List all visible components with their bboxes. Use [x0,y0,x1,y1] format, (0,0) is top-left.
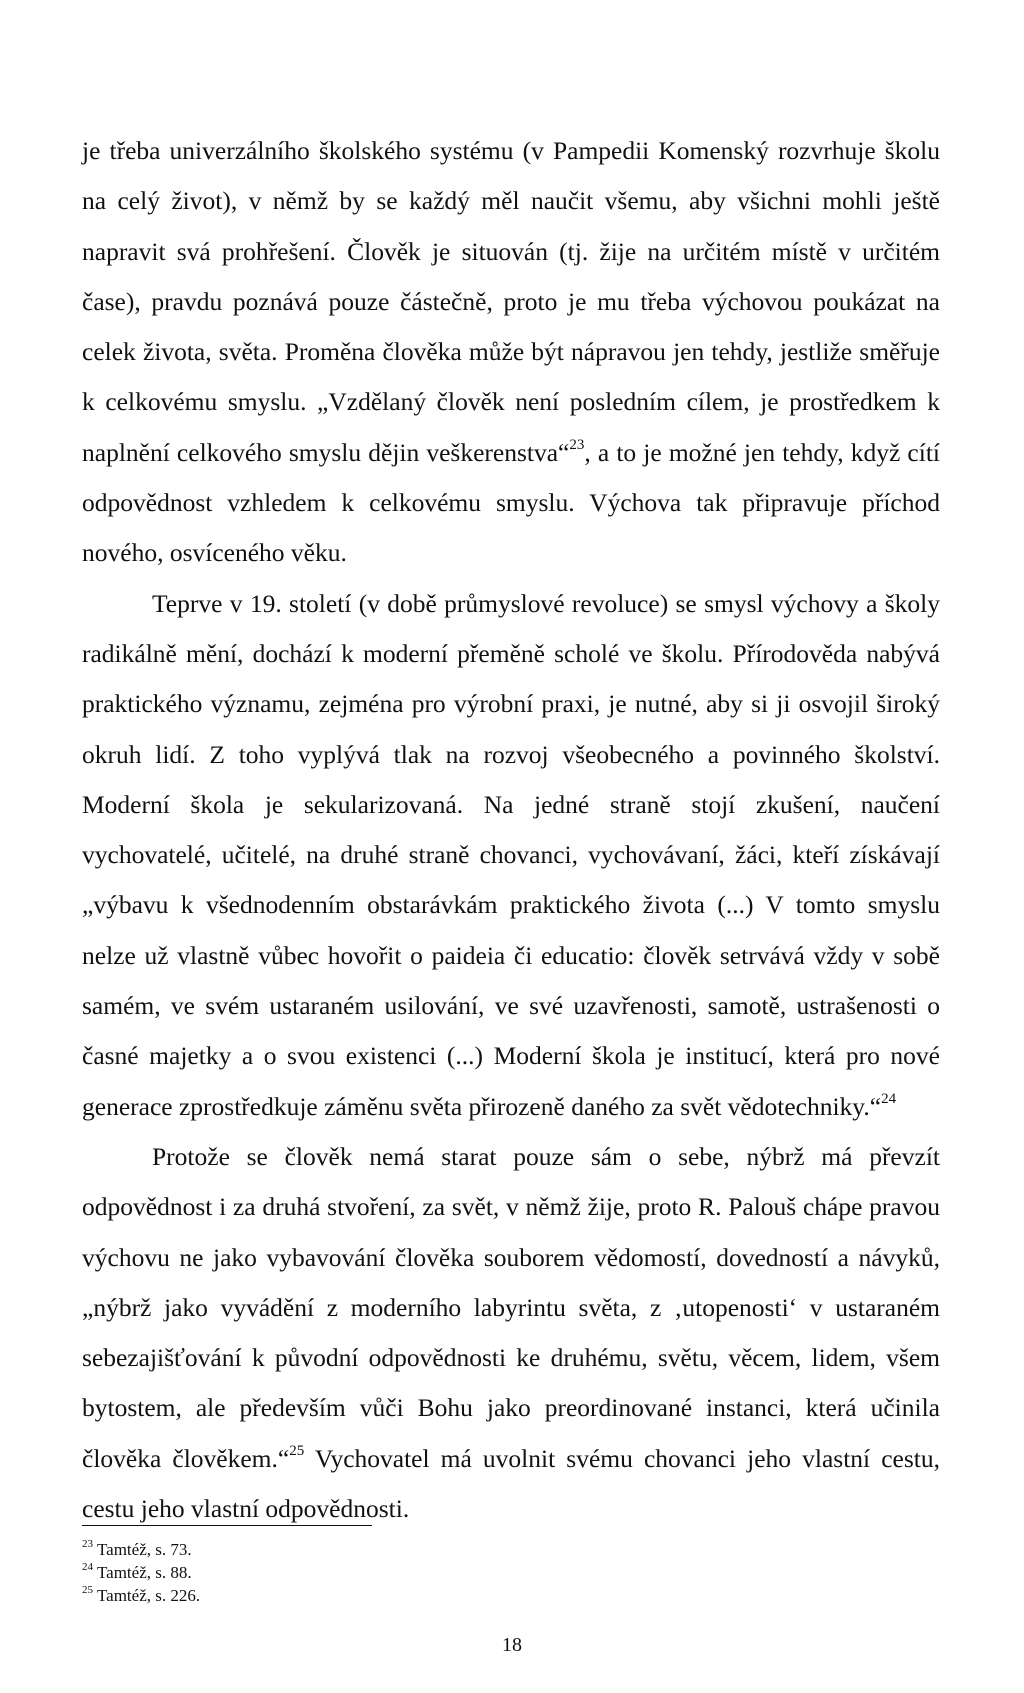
paragraph-text: je třeba univerzálního školského systému (v Pampedii Komenský rozvrhuje školu na celý život), v němž by se každý měl naučit všemu, aby všichni mohli ještě napravit svá prohřešení. Člověk je situován (tj. žije na určitém místě v určitém čase), pravdu poznává pouze částečně, proto je mu třeba výchovou poukázat na celek života, světa. Proměna člověka může být nápravou jen tehdy, jestliže směřuje k celkovému smyslu. „Vzdělaný člověk není posledním cílem, je prostředkem k naplnění celkového smyslu dějin veškerenstva“ [82,136,940,467]
footnote-separator [82,1525,372,1526]
footnote-number: 24 [82,1561,93,1574]
page-number: 18 [502,1634,522,1656]
footnotes [82,1538,200,1607]
footnote-reference: 24 [881,1091,897,1108]
footnote-reference: 23 [569,437,585,454]
paragraph-text: , a to je možné jen tehdy, když cítí odpovědnost vzhledem k celkovému smyslu. Výchova tak připravuje příchod nového, osvíceného věku. [82,437,940,568]
paragraph [82,126,940,579]
paragraph-text: Vychovatel má uvolnit svému chovanci jeho vlastní cestu, cestu jeho vlastní odpovědnosti. [82,1443,940,1524]
footnote-text: Tamtéž, s. 226. [96,1586,201,1605]
footnote-text: Tamtéž, s. 73. [96,1540,192,1559]
paragraph [82,579,940,1132]
footnote-number: 23 [82,1538,93,1551]
paragraph-text: Teprve v 19. století (v době průmyslové revoluce) se smysl výchovy a školy radikálně mění, dochází k moderní přeměně scholé ve školu. Přírodověda nabývá praktického významu, zejména pro výrobní praxi, je nutné, aby si ji osvojil široký okruh lidí. Z toho vyplývá tlak na rozvoj všeobecného a povinného školství. Moderní škola je sekularizovaná. Na jedné straně stojí zkušení, naučení vychovatelé, učitelé, na druhé straně chovanci, vychovávaní, žáci, kteří získávají „výbavu k všednodenním obstarávkám praktického života (...) V tomto smyslu nelze už vlastně vůbec hovořit o paideia či educatio: člověk setrvává vždy v sobě samém, ve svém ustaraném usilování, ve své uzavřenosti, samotě, ustrašenosti o časné majetky a o svou existenci (...) Moderní škola je institucí, která pro nové generace zprostředkuje záměnu světa přirozeně daného za svět vědotechniky.“ [82,588,940,1121]
paragraph-text: Protože se člověk nemá starat pouze sám o sebe, nýbrž má převzít odpovědnost i za druhá stvoření, za svět, v němž žije, proto R. Palouš chápe pravou výchovu ne jako vybavování člověka souborem vědomostí, dovedností a návyků, „nýbrž jako vyvádění z moderního labyrintu světa, z ‚utopenosti‘ v ustaraném sebezajišťování k původní odpovědnosti ke druhému, světu, věcem, lidem, všem bytostem, ale především vůči Bohu jako preordinované instanci, která učinila člověka člověkem.“ [82,1141,940,1473]
footnote-number: 25 [82,1584,93,1597]
footnote-text: Tamtéž, s. 88. [96,1563,192,1582]
paragraph [82,1132,940,1534]
footnote [82,1561,200,1584]
body-text [82,126,940,1534]
footnote [82,1538,200,1561]
footnote-reference: 25 [289,1443,305,1460]
footnote [82,1584,200,1607]
